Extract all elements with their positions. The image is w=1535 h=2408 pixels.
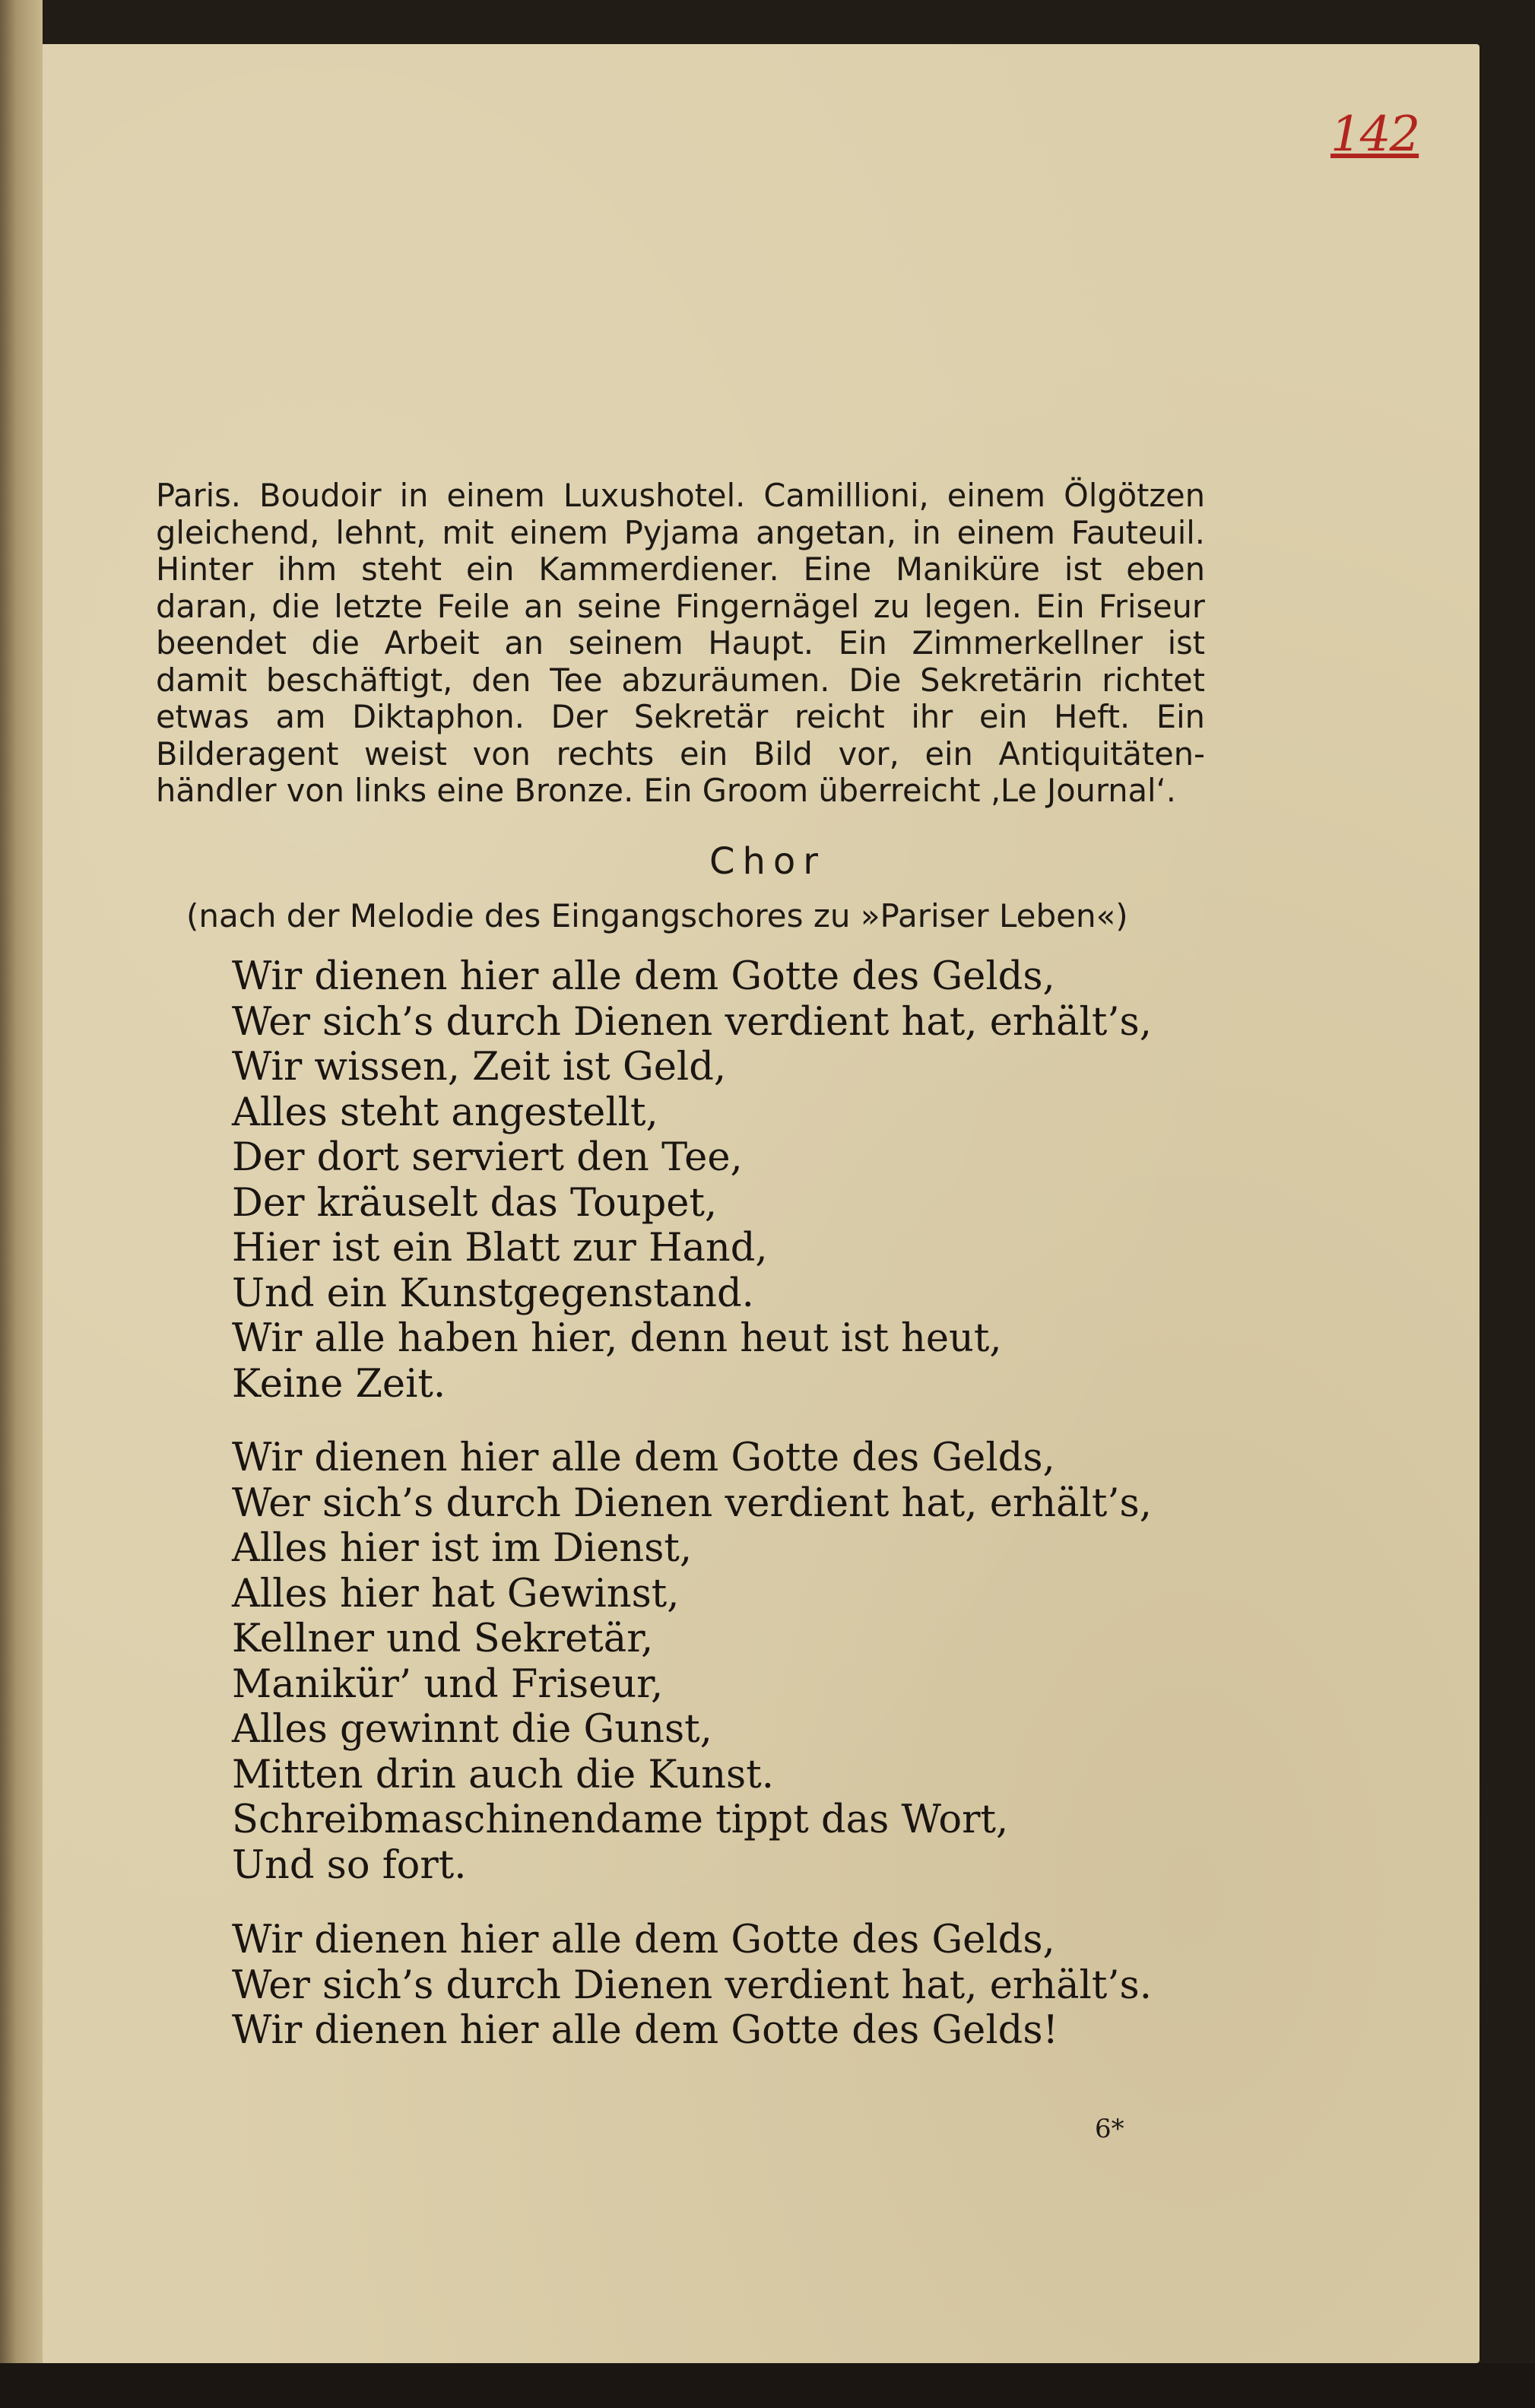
verse-line: Kellner und Sekretär, [232,1616,654,1661]
verse-line: Keine Zeit. [232,1361,446,1407]
stanza-1 [232,954,1152,1407]
page-gutter-edge [0,0,43,2408]
chor-melody-note: (nach der Melodie des Eingangschores zu »Pariser Leben«) [186,897,1128,934]
scan-bottom-edge [0,2363,1535,2408]
verse-line: Alles hier hat Gewinst, [232,1571,680,1616]
stanza-2 [232,1436,1152,1888]
verse-line: Manikür’ und Friseur, [232,1661,664,1707]
verse-line: Wir dienen hier alle dem Gotte des Gelds, [232,1436,1055,1480]
stage-line: händler von links eine Bronze. Ein Groom überreicht ‚Le Journal‘. [156,772,1176,809]
verse-line: Alles gewinnt die Gunst, [232,1707,712,1752]
stage-line: Bilderagent weist von rechts ein Bild vor, ein Antiquitäten- [156,734,1205,773]
verse-line: Hier ist ein Blatt zur Hand, [232,1226,768,1271]
handwritten-folio-number: 142 [1330,106,1419,163]
verse-line: Alles steht angestellt, [232,1090,658,1135]
stage-line: Hinter ihm steht ein Kammerdiener. Eine Maniküre ist eben [156,550,1205,588]
verse-line: Wir dienen hier alle dem Gotte des Gelds, [232,954,1055,999]
stage-line: gleichend, lehnt, mit einem Pyjama angetan, in einem Fauteuil. [156,513,1205,551]
verse-line: Wir alle haben hier, denn heut ist heut, [232,1316,1002,1361]
verse-line: Wer sich’s durch Dienen verdient hat, erhält’s. [232,1962,1152,2008]
stage-line: Paris. Boudoir in einem Luxushotel. Camillioni, einem Ölgötzen [156,477,1205,514]
signature-mark: 6* [1095,2114,1124,2144]
stage-line: beendet die Arbeit an seinem Haupt. Ein Zimmerkellner ist [156,624,1205,661]
stage-line: damit beschäftigt, den Tee abzuräumen. Die Sekretärin richtet [156,661,1205,699]
chor-heading: Chor [709,840,826,883]
verse-line: Wir dienen hier alle dem Gotte des Gelds, [232,1918,1055,1962]
verse-line: Und so fort. [232,1842,467,1888]
verse-line: Mitten drin auch die Kunst. [232,1752,774,1797]
stage-line: daran, die letzte Feile an seine Fingernägel zu legen. Ein Friseur [156,587,1205,625]
verse-line: Und ein Kunstgegenstand. [232,1271,754,1316]
verse-line: Wer sich’s durch Dienen verdient hat, erhält’s, [232,999,1152,1045]
verse-line: Wer sich’s durch Dienen verdient hat, erhält’s, [232,1480,1152,1526]
verse-line: Wir dienen hier alle dem Gotte des Gelds! [232,2008,1058,2053]
verse-line: Der kräuselt das Toupet, [232,1180,718,1226]
verse-line: Der dort serviert den Tee, [232,1135,743,1180]
verse-line: Wir wissen, Zeit ist Geld, [232,1045,727,1090]
verse-line: Alles hier ist im Dienst, [232,1526,693,1571]
verse-line: Schreibmaschinendame tippt das Wort, [232,1797,1009,1842]
stanza-3 [232,1918,1152,2054]
stage-direction [156,477,1205,810]
stage-line: etwas am Diktaphon. Der Sekretär reicht ihr ein Heft. Ein [156,698,1205,735]
